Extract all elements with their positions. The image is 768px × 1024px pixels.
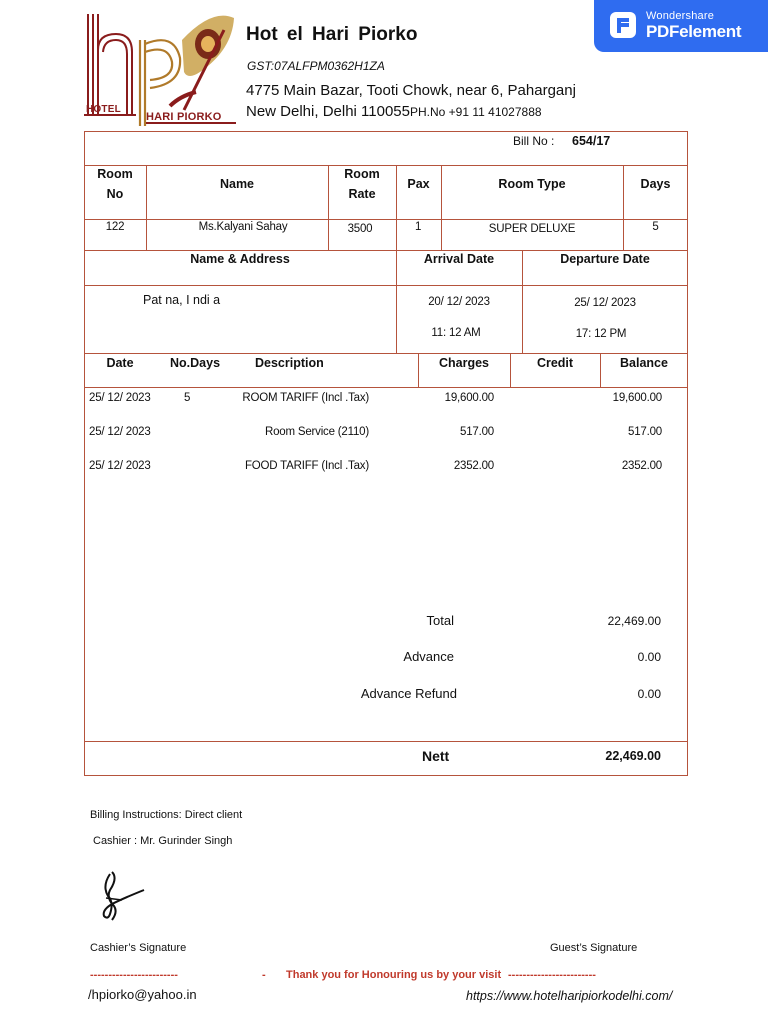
watermark-brand: Wondershare [646, 10, 715, 22]
arrival-date: 20/ 12/ 2023 [428, 296, 490, 308]
charge-balance: 19,600.00 [612, 392, 662, 404]
divider-stay-header [84, 285, 688, 286]
header-room-no-1: Room [97, 167, 133, 181]
arrival-time: 11: 12 AM [431, 327, 481, 339]
charge-description: FOOD TARIFF (Incl .Tax) [244, 460, 369, 472]
advance-value: 0.00 [637, 650, 661, 664]
header-balance: Balance [620, 356, 668, 370]
charge-amount: 517.00 [460, 426, 494, 438]
hotel-name: Hot el Hari Piorko [246, 24, 418, 45]
charge-description: Room Service (2110) [264, 426, 369, 438]
charge-days: 5 [184, 392, 191, 404]
departure-date: 25/ 12/ 2023 [574, 297, 636, 309]
pdfelement-watermark [594, 0, 768, 52]
divider-charge-header [84, 387, 688, 388]
header-room-rate-1: Room [344, 167, 380, 181]
advance-label: Advance [403, 649, 454, 664]
header-room-rate-2: Rate [348, 187, 376, 201]
header-pax: Pax [407, 177, 430, 191]
divider-guest-row [84, 250, 688, 251]
divider-guest-header [84, 219, 688, 220]
header-room-no-2: No [106, 187, 124, 201]
cell-room-type: SUPER DELUXE [488, 223, 576, 235]
cell-room-no: 122 [105, 221, 125, 233]
thanks-dash: - [262, 969, 266, 981]
bill-no: 654/17 [572, 134, 611, 148]
header-no-days: No.Days [170, 356, 221, 370]
cashier-name: Cashier : Mr. Gurinder Singh [93, 835, 233, 847]
total-value: 22,469.00 [607, 614, 661, 628]
header-arrival-date: Arrival Date [423, 252, 495, 266]
departure-time: 17: 12 PM [575, 328, 627, 340]
cell-room-rate: 3500 [347, 223, 373, 235]
guest-address: Pat na, I ndi a [143, 293, 221, 307]
cell-pax: 1 [415, 221, 422, 233]
email-link[interactable]: /hpiorko@yahoo.in [88, 987, 197, 1002]
cashier-signature-icon [96, 868, 148, 924]
logo-text-name: HARI PIORKO [146, 111, 222, 123]
nett-label: Nett [422, 748, 450, 764]
charge-balance: 2352.00 [621, 460, 662, 472]
charge-amount: 19,600.00 [444, 392, 494, 404]
divider-stay-body [84, 353, 688, 354]
guest-signature-label: Guest’s Signature [550, 942, 638, 954]
nett-value: 22,469.00 [605, 749, 661, 763]
header-departure-date: Departure Date [560, 252, 650, 266]
advance-refund-value: 0.00 [637, 687, 661, 701]
billing-instructions: Billing Instructions: Direct client [90, 809, 243, 821]
charge-date: 25/ 12/ 2023 [89, 426, 151, 438]
charge-date: 25/ 12/ 2023 [89, 460, 151, 472]
charge-date: 25/ 12/ 2023 [89, 392, 151, 404]
header-room-type: Room Type [498, 177, 566, 191]
charge-description: ROOM TARIFF (Incl .Tax) [242, 392, 369, 404]
header-days: Days [640, 177, 671, 191]
header-name: Name [219, 177, 255, 191]
header-name-address: Name & Address [190, 252, 290, 266]
divider-nett [84, 741, 688, 742]
header-description: Description [255, 356, 324, 370]
header-credit: Credit [536, 356, 574, 370]
logo-text-hotel: HOTEL [86, 104, 121, 115]
cashier-signature-label: Cashier’s Signature [90, 942, 187, 954]
watermark-product: PDFelement [646, 22, 742, 41]
header-date: Date [106, 356, 134, 370]
divider-billno [84, 165, 688, 166]
advance-refund-label: Advance Refund [360, 686, 457, 701]
thank-you-message: Thank you for Honouring us by your visit [286, 969, 502, 981]
phone-number: PH.No +91 11 41027888 [410, 105, 542, 119]
dash-right: ------------------------ [508, 969, 596, 981]
cell-days: 5 [652, 221, 659, 233]
gst-number: GST:07ALFPM0362H1ZA [247, 59, 385, 73]
address-line-2: New Delhi, Delhi 110055 [246, 103, 410, 120]
address-line-1: 4775 Main Bazar, Tooti Chowk, near 6, Paharganj [246, 82, 576, 99]
total-label: Total [426, 613, 454, 628]
website-link[interactable]: https://www.hotelharipiorkodelhi.com/ [466, 989, 673, 1003]
header-charges: Charges [438, 356, 490, 370]
pdfelement-logo-icon [610, 12, 636, 38]
dash-left: ------------------------ [90, 969, 178, 981]
charge-amount: 2352.00 [453, 460, 494, 472]
cell-guest-name: Ms.Kalyani Sahay [198, 221, 288, 233]
bill-no-label: Bill No : [513, 134, 555, 148]
charge-balance: 517.00 [628, 426, 662, 438]
